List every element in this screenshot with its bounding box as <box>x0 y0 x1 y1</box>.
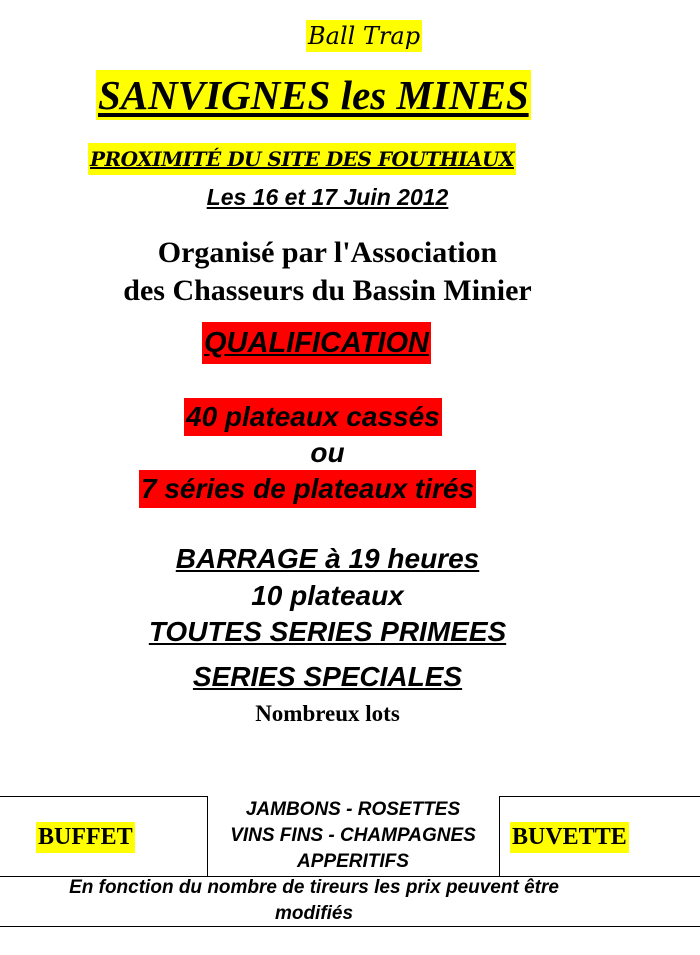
series-primees: TOUTES SERIES PRIMEES <box>148 616 507 647</box>
footer-bottom-border <box>0 926 700 927</box>
footer-top-border-left <box>0 796 208 797</box>
footer-top-border-right <box>499 796 700 797</box>
menu-item: JAMBONS - ROSETTES <box>245 799 461 820</box>
buffet-label: BUFFET <box>36 822 135 853</box>
organiser-line-2: des Chasseurs du Bassin Minier <box>123 274 532 307</box>
town-title: SANVIGNES les MINES <box>98 72 529 118</box>
footer-right-divider <box>499 796 500 877</box>
qualification-or: ou <box>310 437 345 468</box>
disclaimer-line-2: modifiés <box>274 903 354 924</box>
ball-trap-label: Ball Trap <box>308 22 421 50</box>
buvette-label: BUVETTE <box>510 822 629 853</box>
qualification-option-2: 7 séries de plateaux tirés <box>139 470 476 508</box>
site-subtitle: PROXIMITÉ DU SITE DES FOUTHIAUX <box>88 143 516 175</box>
organiser-line-1: Organisé par l'Association <box>157 236 498 269</box>
menu-item: APPERITIFS <box>297 851 409 872</box>
prizes-note: Nombreux lots <box>255 701 400 726</box>
event-dates: Les 16 et 17 Juin 2012 <box>206 184 449 210</box>
barrage-time: BARRAGE à 19 heures <box>175 543 480 574</box>
menu-item: VINS FINS - CHAMPAGNES <box>230 825 476 846</box>
qualification-heading: QUALIFICATION <box>202 322 431 364</box>
qualification-option-1: 40 plateaux cassés <box>184 398 442 436</box>
barrage-plateaux: 10 plateaux <box>251 580 404 611</box>
series-speciales: SERIES SPECIALES <box>192 661 463 692</box>
disclaimer-line-1: En fonction du nombre de tireurs les prix peuvent être <box>69 877 559 898</box>
